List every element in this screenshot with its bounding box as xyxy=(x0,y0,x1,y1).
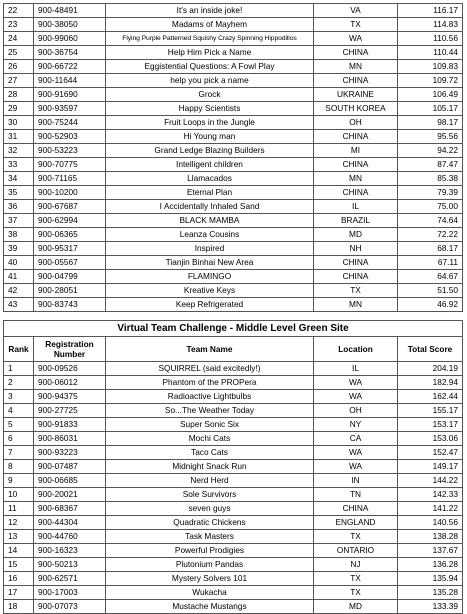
table-row xyxy=(4,116,463,130)
registration-cell: 900-83743 xyxy=(34,298,106,312)
location-cell: CA xyxy=(314,432,398,446)
rank-cell: 43 xyxy=(4,298,34,312)
score-cell: 114.83 xyxy=(398,18,463,32)
location-cell: IN xyxy=(314,474,398,488)
team-name-cell: Flying Purple Patterned Squishy Crazy Spinning Hippodillos xyxy=(106,32,314,46)
rank-cell: 8 xyxy=(4,460,34,474)
score-cell: 155.17 xyxy=(398,404,463,418)
table-row xyxy=(4,214,463,228)
registration-cell: 900-06012 xyxy=(34,376,106,390)
table-row xyxy=(4,102,463,116)
table-row xyxy=(4,242,463,256)
registration-cell: 900-68367 xyxy=(34,502,106,516)
team-name-cell: Hi Young man xyxy=(106,130,314,144)
score-cell: 153.06 xyxy=(398,432,463,446)
team-name-cell: Task Masters xyxy=(106,530,314,544)
score-cell: 75.00 xyxy=(398,200,463,214)
team-name-cell: SQUIRREL (said excitedly!) xyxy=(106,362,314,376)
score-cell: 110.56 xyxy=(398,32,463,46)
table-row xyxy=(4,32,463,46)
score-cell: 149.17 xyxy=(398,460,463,474)
team-name-cell: Tianjin Binhai New Area xyxy=(106,256,314,270)
location-cell: CHINA xyxy=(314,74,398,88)
rank-cell: 11 xyxy=(4,502,34,516)
team-name-cell: Phantom of the PROPera xyxy=(106,376,314,390)
registration-cell: 900-71165 xyxy=(34,172,106,186)
score-cell: 109.72 xyxy=(398,74,463,88)
score-cell: 109.83 xyxy=(398,60,463,74)
registration-cell: 900-91690 xyxy=(34,88,106,102)
rank-cell: 42 xyxy=(4,284,34,298)
score-cell: 110.44 xyxy=(398,46,463,60)
rank-cell: 40 xyxy=(4,256,34,270)
table-row xyxy=(4,460,463,474)
team-name-cell: Kreative Keys xyxy=(106,284,314,298)
rank-cell: 41 xyxy=(4,270,34,284)
table-row xyxy=(4,488,463,502)
table-row xyxy=(4,228,463,242)
table-row xyxy=(4,600,463,614)
team-name-cell: Powerful Prodigies xyxy=(106,544,314,558)
rank-cell: 35 xyxy=(4,186,34,200)
team-name-cell: So...The Weather Today xyxy=(106,404,314,418)
registration-cell: 900-94375 xyxy=(34,390,106,404)
rank-cell: 10 xyxy=(4,488,34,502)
location-cell: ENGLAND xyxy=(314,516,398,530)
location-cell: TX xyxy=(314,572,398,586)
rank-cell: 17 xyxy=(4,586,34,600)
team-name-cell: Eggistential Questions: A Fowl Play xyxy=(106,60,314,74)
location-cell: MN xyxy=(314,60,398,74)
table-title-row xyxy=(4,321,463,337)
table-row xyxy=(4,18,463,32)
rank-cell: 3 xyxy=(4,390,34,404)
table-row xyxy=(4,502,463,516)
location-cell: MN xyxy=(314,172,398,186)
location-cell: VA xyxy=(314,4,398,18)
location-cell: NJ xyxy=(314,558,398,572)
rank-cell: 2 xyxy=(4,376,34,390)
rank-cell: 1 xyxy=(4,362,34,376)
registration-cell: 900-62994 xyxy=(34,214,106,228)
location-cell: CHINA xyxy=(314,158,398,172)
table-row xyxy=(4,298,463,312)
score-cell: 64.67 xyxy=(398,270,463,284)
registration-cell: 900-53223 xyxy=(34,144,106,158)
team-name-cell: Midnight Snack Run xyxy=(106,460,314,474)
team-name-cell: Quadratic Chickens xyxy=(106,516,314,530)
location-cell: TX xyxy=(314,586,398,600)
table-row xyxy=(4,172,463,186)
table-row xyxy=(4,530,463,544)
registration-cell: 900-06365 xyxy=(34,228,106,242)
team-name-cell: Grock xyxy=(106,88,314,102)
location-cell: NY xyxy=(314,418,398,432)
registration-cell: 900-11644 xyxy=(34,74,106,88)
rank-cell: 14 xyxy=(4,544,34,558)
table-row xyxy=(4,186,463,200)
team-name-cell: Intelligent children xyxy=(106,158,314,172)
location-cell: BRAZIL xyxy=(314,214,398,228)
location-cell: OH xyxy=(314,404,398,418)
score-cell: 133.39 xyxy=(398,600,463,614)
registration-cell: 900-52903 xyxy=(34,130,106,144)
registration-cell: 900-95317 xyxy=(34,242,106,256)
rank-cell: 4 xyxy=(4,404,34,418)
score-cell: 135.94 xyxy=(398,572,463,586)
team-name-cell: Inspired xyxy=(106,242,314,256)
registration-cell: 900-99060 xyxy=(34,32,106,46)
registration-cell: 900-04799 xyxy=(34,270,106,284)
score-cell: 152.47 xyxy=(398,446,463,460)
location-cell: TX xyxy=(314,284,398,298)
rank-header: Rank xyxy=(4,337,34,362)
location-cell: WA xyxy=(314,446,398,460)
score-cell: 51.50 xyxy=(398,284,463,298)
rank-cell: 5 xyxy=(4,418,34,432)
table-row xyxy=(4,544,463,558)
upper-results-table xyxy=(3,3,463,312)
team-name-cell: It's an inside joke! xyxy=(106,4,314,18)
table-row xyxy=(4,4,463,18)
table-row xyxy=(4,60,463,74)
score-cell: 68.17 xyxy=(398,242,463,256)
score-cell: 74.64 xyxy=(398,214,463,228)
registration-cell: 900-27725 xyxy=(34,404,106,418)
table-row xyxy=(4,284,463,298)
location-header: Location xyxy=(314,337,398,362)
lower-results-table xyxy=(3,320,463,614)
location-cell: ONTARIO xyxy=(314,544,398,558)
registration-cell: 900-62571 xyxy=(34,572,106,586)
rank-cell: 39 xyxy=(4,242,34,256)
table-row xyxy=(4,432,463,446)
score-cell: 67.11 xyxy=(398,256,463,270)
score-cell: 98.17 xyxy=(398,116,463,130)
registration-cell: 900-93597 xyxy=(34,102,106,116)
team-name-cell: seven guys xyxy=(106,502,314,516)
team-name-cell: Taco Cats xyxy=(106,446,314,460)
location-cell: WA xyxy=(314,32,398,46)
location-cell: TN xyxy=(314,488,398,502)
score-cell: 204.19 xyxy=(398,362,463,376)
registration-cell: 900-75244 xyxy=(34,116,106,130)
score-cell: 94.22 xyxy=(398,144,463,158)
rank-cell: 12 xyxy=(4,516,34,530)
score-cell: 87.47 xyxy=(398,158,463,172)
team-name-cell: Plutonium Pandas xyxy=(106,558,314,572)
team-name-cell: Wukacha xyxy=(106,586,314,600)
team-name-cell: Help Him Pick a Name xyxy=(106,46,314,60)
registration-cell: 900-17003 xyxy=(34,586,106,600)
score-cell: 116.17 xyxy=(398,4,463,18)
location-cell: CHINA xyxy=(314,186,398,200)
score-cell: 153.17 xyxy=(398,418,463,432)
team-name-cell: Mochi Cats xyxy=(106,432,314,446)
score-cell: 138.28 xyxy=(398,530,463,544)
registration-cell: 900-36754 xyxy=(34,46,106,60)
score-cell: 137.67 xyxy=(398,544,463,558)
rank-cell: 28 xyxy=(4,88,34,102)
team-name-cell: Radioactive Lightbulbs xyxy=(106,390,314,404)
rank-cell: 33 xyxy=(4,158,34,172)
team-name-cell: Nerd Herd xyxy=(106,474,314,488)
rank-cell: 16 xyxy=(4,572,34,586)
location-cell: IL xyxy=(314,362,398,376)
team-name-cell: FLAMINGO xyxy=(106,270,314,284)
table-row xyxy=(4,158,463,172)
location-cell: MI xyxy=(314,144,398,158)
registration-cell: 900-09526 xyxy=(34,362,106,376)
registration-cell: 900-16323 xyxy=(34,544,106,558)
registration-cell: 900-70775 xyxy=(34,158,106,172)
table-row xyxy=(4,144,463,158)
location-cell: CHINA xyxy=(314,502,398,516)
registration-header: Registration Number xyxy=(34,337,106,362)
location-cell: TX xyxy=(314,18,398,32)
score-cell: 141.22 xyxy=(398,502,463,516)
score-cell: 144.22 xyxy=(398,474,463,488)
team-name-cell: help you pick a name xyxy=(106,74,314,88)
team-name-cell: Grand Ledge Blazing Builders xyxy=(106,144,314,158)
team-name-cell: Super Sonic Six xyxy=(106,418,314,432)
registration-cell: 900-86031 xyxy=(34,432,106,446)
rank-cell: 38 xyxy=(4,228,34,242)
rank-cell: 22 xyxy=(4,4,34,18)
table-row xyxy=(4,558,463,572)
score-cell: 72.22 xyxy=(398,228,463,242)
score-cell: 162.44 xyxy=(398,390,463,404)
rank-cell: 37 xyxy=(4,214,34,228)
score-cell: 106.49 xyxy=(398,88,463,102)
rank-cell: 32 xyxy=(4,144,34,158)
registration-cell: 900-06685 xyxy=(34,474,106,488)
rank-cell: 9 xyxy=(4,474,34,488)
registration-cell: 900-66722 xyxy=(34,60,106,74)
rank-cell: 31 xyxy=(4,130,34,144)
table-title: Virtual Team Challenge - Middle Level Green Site xyxy=(4,321,463,337)
score-cell: 182.94 xyxy=(398,376,463,390)
table-row xyxy=(4,376,463,390)
score-cell: 135.28 xyxy=(398,586,463,600)
registration-cell: 900-44304 xyxy=(34,516,106,530)
rank-cell: 29 xyxy=(4,102,34,116)
rank-cell: 30 xyxy=(4,116,34,130)
registration-cell: 900-93223 xyxy=(34,446,106,460)
registration-cell: 900-05567 xyxy=(34,256,106,270)
registration-cell: 900-38050 xyxy=(34,18,106,32)
team-name-cell: Llamacados xyxy=(106,172,314,186)
team-name-cell: Fruit Loops in the Jungle xyxy=(106,116,314,130)
team-name-cell: Happy Scientists xyxy=(106,102,314,116)
registration-cell: 900-48491 xyxy=(34,4,106,18)
table-row xyxy=(4,446,463,460)
registration-cell: 900-50213 xyxy=(34,558,106,572)
location-cell: WA xyxy=(314,390,398,404)
location-cell: CHINA xyxy=(314,46,398,60)
total-score-header: Total Score xyxy=(398,337,463,362)
location-cell: OH xyxy=(314,116,398,130)
team-name-header: Team Name xyxy=(106,337,314,362)
team-name-cell: Mustache Mustangs xyxy=(106,600,314,614)
rank-cell: 23 xyxy=(4,18,34,32)
team-name-cell: Madams of Mayhem xyxy=(106,18,314,32)
score-cell: 136.28 xyxy=(398,558,463,572)
location-cell: SOUTH KOREA xyxy=(314,102,398,116)
table-row xyxy=(4,474,463,488)
rank-cell: 6 xyxy=(4,432,34,446)
table-row xyxy=(4,404,463,418)
team-name-cell: Sole Survivors xyxy=(106,488,314,502)
rank-cell: 18 xyxy=(4,600,34,614)
table-row xyxy=(4,270,463,284)
registration-cell: 900-28051 xyxy=(34,284,106,298)
table-row xyxy=(4,586,463,600)
registration-cell: 900-91833 xyxy=(34,418,106,432)
registration-cell: 900-07073 xyxy=(34,600,106,614)
team-name-cell: Eternal Plan xyxy=(106,186,314,200)
location-cell: CHINA xyxy=(314,270,398,284)
table-row xyxy=(4,74,463,88)
table-row xyxy=(4,516,463,530)
lower-table-body xyxy=(4,362,463,614)
location-cell: IL xyxy=(314,200,398,214)
rank-cell: 34 xyxy=(4,172,34,186)
location-cell: TX xyxy=(314,530,398,544)
team-name-cell: Mystery Solvers 101 xyxy=(106,572,314,586)
registration-cell: 900-44760 xyxy=(34,530,106,544)
location-cell: WA xyxy=(314,460,398,474)
score-cell: 140.56 xyxy=(398,516,463,530)
score-cell: 79.39 xyxy=(398,186,463,200)
team-name-cell: Leanza Cousins xyxy=(106,228,314,242)
location-cell: MN xyxy=(314,298,398,312)
location-cell: WA xyxy=(314,376,398,390)
table-row xyxy=(4,200,463,214)
rank-cell: 27 xyxy=(4,74,34,88)
rank-cell: 26 xyxy=(4,60,34,74)
location-cell: MD xyxy=(314,228,398,242)
table-row xyxy=(4,572,463,586)
table-row xyxy=(4,362,463,376)
location-cell: NH xyxy=(314,242,398,256)
score-cell: 46.92 xyxy=(398,298,463,312)
registration-cell: 900-20021 xyxy=(34,488,106,502)
registration-cell: 900-07487 xyxy=(34,460,106,474)
score-cell: 95.56 xyxy=(398,130,463,144)
location-cell: MD xyxy=(314,600,398,614)
table-header-row xyxy=(4,337,463,362)
registration-cell: 900-10200 xyxy=(34,186,106,200)
upper-table-body xyxy=(4,4,463,312)
registration-cell: 900-67687 xyxy=(34,200,106,214)
rank-cell: 13 xyxy=(4,530,34,544)
rank-cell: 25 xyxy=(4,46,34,60)
table-row xyxy=(4,256,463,270)
score-cell: 85.38 xyxy=(398,172,463,186)
rank-cell: 36 xyxy=(4,200,34,214)
team-name-cell: I Accidentally Inhaled Sand xyxy=(106,200,314,214)
location-cell: CHINA xyxy=(314,130,398,144)
team-name-cell: BLACK MAMBA xyxy=(106,214,314,228)
table-row xyxy=(4,130,463,144)
rank-cell: 24 xyxy=(4,32,34,46)
team-name-cell: Keep Refrigerated xyxy=(106,298,314,312)
rank-cell: 7 xyxy=(4,446,34,460)
table-row xyxy=(4,88,463,102)
table-row xyxy=(4,390,463,404)
location-cell: CHINA xyxy=(314,256,398,270)
rank-cell: 15 xyxy=(4,558,34,572)
table-row xyxy=(4,418,463,432)
score-cell: 142.33 xyxy=(398,488,463,502)
score-cell: 105.17 xyxy=(398,102,463,116)
table-row xyxy=(4,46,463,60)
location-cell: UKRAINE xyxy=(314,88,398,102)
